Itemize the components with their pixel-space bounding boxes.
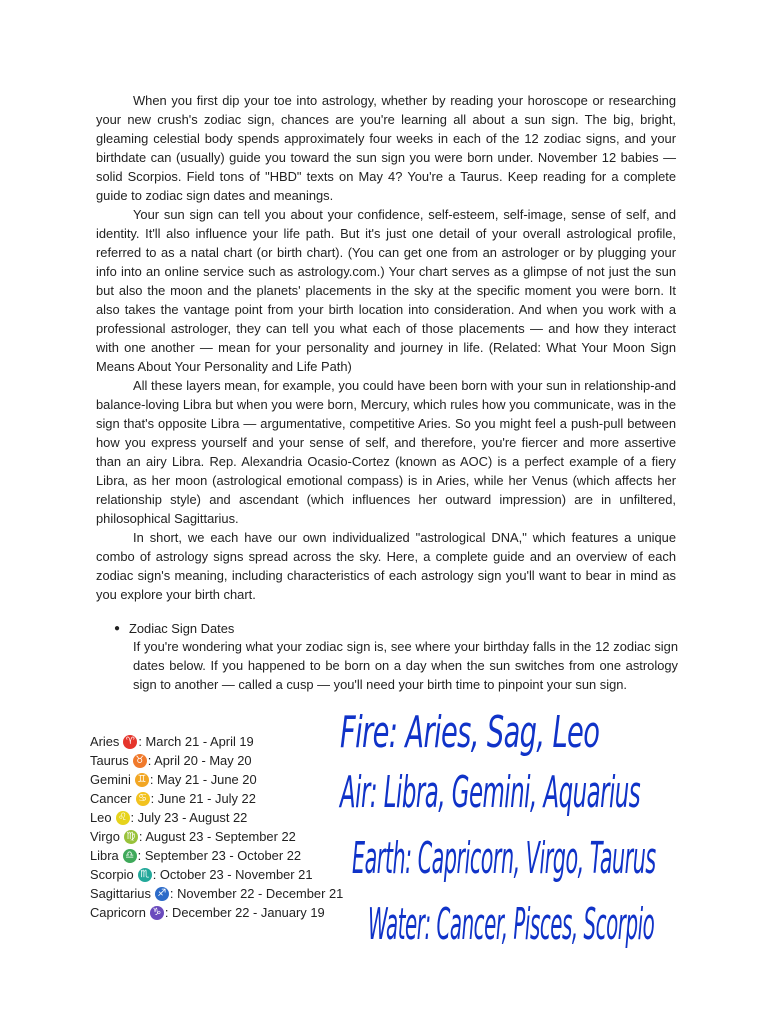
sign-name: Scorpio bbox=[90, 867, 134, 882]
taurus-icon: ♉ bbox=[133, 754, 147, 768]
note-fire: Fire: Aries, Sag, Leo bbox=[340, 707, 600, 758]
paragraph-layers: All these layers mean, for example, you could have been born with your sun in relationship-and balance-loving Libra but when you were born, Mercury, which rules how you communicate, was in the sign that's opposite Libra — argumentative, competitive Aries. So you might feel a push-pull between how you express yourself and your sense of self, and therefore, you're fiercer and more assertive than an airy Libra. Rep. Alexandria Ocasio-Cortez (known as AOC) is a perfect example of a fiery Libra, as her moon (astrological emotional compass) is in Aries, while her Venus (which affects her relationship style) and ascendant (which influences her outward impression) are in unfiltered, philosophical Sagittarius. bbox=[96, 378, 676, 526]
note-water: Water: Cancer, Pisces, Scorpio bbox=[368, 899, 655, 950]
virgo-icon: ♍ bbox=[124, 830, 138, 844]
sign-row-aries bbox=[90, 732, 380, 751]
bullet-label: Zodiac Sign Dates bbox=[129, 621, 235, 636]
sign-name: Virgo bbox=[90, 829, 120, 844]
paragraph-summary: In short, we each have our own individualized "astrological DNA," which features a unique combo of astrology signs spread across the sky. Here, a complete guide and an overview of each zodiac sign's meaning, including characteristics of each astrology sign you'll want to bear in mind as you explore your birth chart. bbox=[96, 530, 676, 602]
sign-row-taurus bbox=[90, 751, 380, 770]
zodiac-sign-list bbox=[90, 732, 380, 922]
sign-row-cancer bbox=[90, 789, 380, 808]
sign-dates: : May 21 - June 20 bbox=[149, 772, 257, 787]
sign-dates: : November 22 - December 21 bbox=[169, 886, 344, 901]
sign-name: Sagittarius bbox=[90, 886, 151, 901]
note-earth: Earth: Capricorn, Virgo, Taurus bbox=[352, 833, 656, 884]
sign-row-gemini bbox=[90, 770, 380, 789]
sign-name: Capricorn bbox=[90, 905, 146, 920]
sign-dates: : April 20 - May 20 bbox=[147, 753, 252, 768]
bullet-dot-icon: ● bbox=[114, 623, 121, 634]
sign-name: Leo bbox=[90, 810, 112, 825]
sign-name: Libra bbox=[90, 848, 119, 863]
handwritten-notes bbox=[340, 705, 750, 975]
sign-dates: : December 22 - January 19 bbox=[164, 905, 325, 920]
sagittarius-icon: ♐ bbox=[155, 887, 169, 901]
sign-row-virgo bbox=[90, 827, 380, 846]
bullet-paragraph: If you're wondering what your zodiac sign is, see where your birthday falls in the 12 zodiac sign dates below. If you happened to be born on a day when the sun switches from one astrology sign to another — called a cusp — you'll need your birth time to pinpoint your sun sign. bbox=[133, 639, 678, 692]
sign-dates: : July 23 - August 22 bbox=[130, 810, 248, 825]
cancer-icon: ♋ bbox=[136, 792, 150, 806]
bullet-item bbox=[114, 619, 234, 638]
sign-row-capricorn bbox=[90, 903, 380, 922]
paragraph-intro: When you first dip your toe into astrology, whether by reading your horoscope or researching your new crush's zodiac sign, chances are you're learning all about a sun sign. The big, bright, gleaming celestial body spends approximately four weeks in each of the 12 zodiac signs, and your birthdate can (usually) guide you toward the sun sign you were born under. November 12 babies — solid Scorpios. Field tons of "HBD" texts on May 4? You're a Taurus. Keep reading for a complete guide to zodiac sign dates and meanings. bbox=[96, 93, 676, 203]
sign-row-libra bbox=[90, 846, 380, 865]
sign-dates: : June 21 - July 22 bbox=[150, 791, 256, 806]
sign-row-scorpio bbox=[90, 865, 380, 884]
sign-name: Taurus bbox=[90, 753, 129, 768]
libra-icon: ♎ bbox=[123, 849, 137, 863]
article-body bbox=[96, 91, 676, 604]
scorpio-icon: ♏ bbox=[138, 868, 152, 882]
sign-dates: : October 23 - November 21 bbox=[152, 867, 313, 882]
sign-name: Cancer bbox=[90, 791, 132, 806]
capricorn-icon: ♑ bbox=[150, 906, 164, 920]
sign-dates: : March 21 - April 19 bbox=[138, 734, 254, 749]
leo-icon: ♌ bbox=[116, 811, 130, 825]
aries-icon: ♈ bbox=[123, 735, 137, 749]
sign-name: Aries bbox=[90, 734, 120, 749]
sign-row-leo bbox=[90, 808, 380, 827]
sign-row-sagittarius bbox=[90, 884, 380, 903]
gemini-icon: ♊ bbox=[135, 773, 149, 787]
sign-dates: : August 23 - September 22 bbox=[138, 829, 296, 844]
paragraph-sun-sign: Your sun sign can tell you about your confidence, self-esteem, self-image, sense of self, and identity. It'll also influence your life path. But it's just one detail of your overall astrological profile, referred to as a natal chart (or birth chart). (You can get one from an astrologer or by plugging your info into an online service such as astrology.com.) Your chart serves as a glimpse of not just the sun but also the moon and the planets' placements in the sky at the specific moment you were born. It also takes the vantage point from your birth location into consideration. And when you work with a professional astrologer, they can tell you what each of those placements — and how they interact with one another — mean for your personality and journey in life. (Related: What Your Moon Sign Means About Your Personality and Life Path) bbox=[96, 207, 676, 374]
note-air: Air: Libra, Gemini, Aquarius bbox=[340, 767, 641, 818]
sign-name: Gemini bbox=[90, 772, 131, 787]
sign-dates: : September 23 - October 22 bbox=[137, 848, 302, 863]
